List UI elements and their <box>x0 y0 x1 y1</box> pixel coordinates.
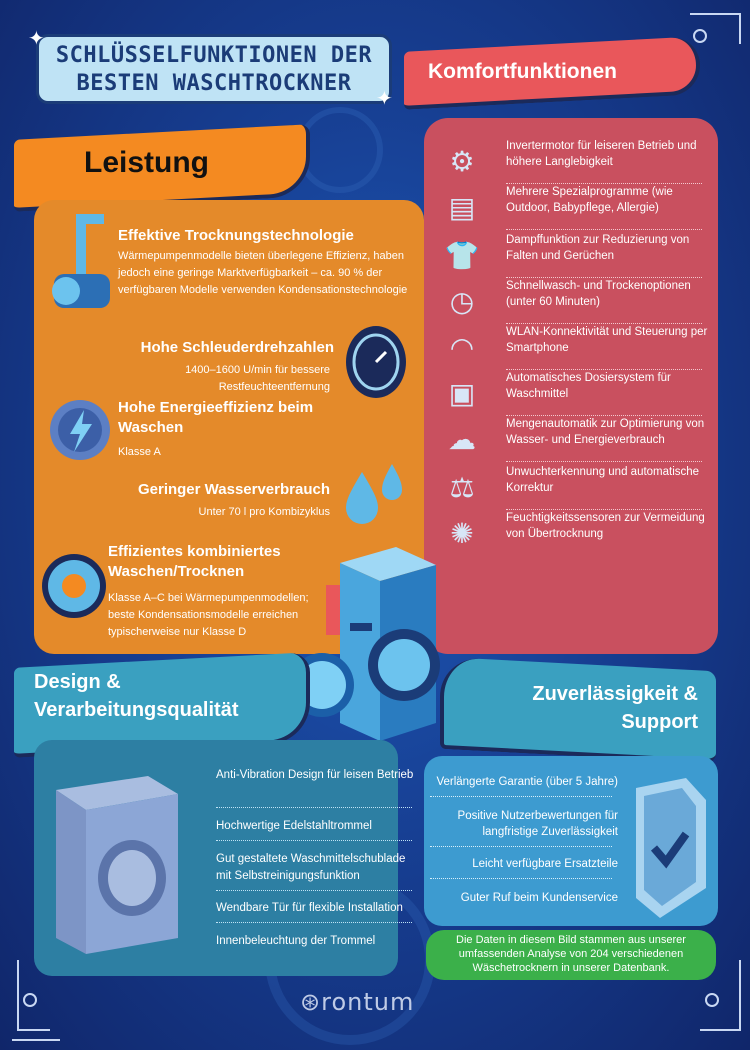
list-item: Innenbeleuchtung der Trommel <box>216 935 376 947</box>
gear-lightning-icon <box>44 390 116 470</box>
control-panel-icon: ▤ <box>448 191 476 224</box>
feature-title: Hohe Energieeffizienz beim Waschen <box>118 399 314 436</box>
feature-title: Hohe Schleuderdrehzahlen <box>140 339 334 356</box>
sparkle-icon: ✦ <box>28 26 45 50</box>
front-loader-illustration <box>48 770 184 960</box>
clock-icon: ◷ <box>449 285 475 318</box>
divider <box>216 840 412 841</box>
balance-scale-icon: ⚖ <box>449 471 475 504</box>
list-item-text: Invertermotor für leiseren Betrieb und höhere Langlebigkeit <box>506 140 697 168</box>
title-line-2: BESTEN WASCHTROCKNER <box>76 71 352 96</box>
list-item: Verlängerte Garantie (über 5 Jahre) <box>436 776 618 788</box>
list-item-text: Unwuchterkennung und automatische Korrektur <box>506 466 700 494</box>
divider <box>506 229 702 230</box>
brand-logo <box>300 988 460 1018</box>
divider <box>216 890 412 891</box>
list-item: Positive Nutzerbewertungen für langfristige Zuverlässigkeit <box>457 810 618 838</box>
divider <box>506 461 702 462</box>
list-item-text: Schnellwasch- und Trockenoptionen (unter 60 Minuten) <box>506 280 691 308</box>
design-header-line-2: Verarbeitungsqualität <box>34 699 239 722</box>
feature-desc: Klasse A <box>118 446 161 458</box>
list-item-text: Feuchtigkeitssensoren zur Vermeidung von Übertrocknung <box>506 512 705 540</box>
comfort-header-label: Komfortfunktionen <box>428 60 617 84</box>
list-item <box>424 370 718 416</box>
divider <box>216 922 412 923</box>
design-header-line-1: Design & <box>34 671 121 694</box>
feature-desc: Unter 70 l pro Kombizyklus <box>198 506 330 518</box>
data-source-note: Die Daten in diesem Bild stammen aus unserer umfassenden Analyse von 204 verschiedenen Wäschetrocknern in unserer Datenbank. <box>426 930 716 980</box>
divider <box>216 807 412 808</box>
washing-machine-illustration <box>286 545 450 745</box>
feature-title: Effizientes kombiniertes Waschen/Trocknen <box>108 543 281 580</box>
list-item <box>424 278 718 324</box>
performance-header-label: Leistung <box>84 146 209 180</box>
feature-title: Geringer Wasserverbrauch <box>137 481 330 498</box>
shirt-icon: 👕 <box>444 239 480 272</box>
logo-mark-icon: ⊛ <box>300 988 322 1016</box>
divider <box>430 846 612 847</box>
list-item: Guter Ruf beim Kundenservice <box>460 892 618 904</box>
wifi-icon: ◠ <box>449 331 475 364</box>
logo-text: rontum <box>321 988 415 1016</box>
list-item-text: Dampffunktion zur Reduzierung von Falten und Gerüchen <box>506 234 690 262</box>
motor-icon <box>46 214 118 324</box>
laundry-pile-icon: ☁ <box>448 423 476 456</box>
sensor-icon: ✺ <box>450 517 474 550</box>
feature-desc: Wärmepumpenmodelle bieten überlegene Effizienz, haben jedoch eine geringe Marktverfügbarkeit – ca. 90 % der verfügbaren Modelle verwenden Kondensationstechnologie <box>118 250 408 296</box>
list-item <box>424 464 718 510</box>
list-item <box>424 324 718 370</box>
support-header-line-1: Zuverlässigkeit & <box>532 683 698 706</box>
title-line-1: SCHLÜSSELFUNKTIONEN DER <box>55 43 373 68</box>
list-item: Leicht verfügbare Ersatzteile <box>472 858 618 870</box>
motor-icon: ⚙ <box>449 145 475 178</box>
list-item-text: Automatisches Dosiersystem für Waschmittel <box>506 372 671 400</box>
divider <box>430 796 612 797</box>
page-title <box>36 34 392 104</box>
list-item: Hochwertige Edelstahltrommel <box>216 820 372 832</box>
list-item-text: WLAN-Konnektivität und Steuerung per Smartphone <box>506 326 708 354</box>
feature-desc: 1400–1600 U/min für bessere Restfeuchteentfernung <box>185 364 330 393</box>
feature-title: Effektive Trocknungstechnologie <box>118 227 354 244</box>
shield-check-icon <box>624 778 712 920</box>
comfort-panel <box>424 118 718 654</box>
detergent-icon: ▣ <box>448 377 476 410</box>
speedometer-icon <box>342 324 408 400</box>
support-header <box>440 657 716 763</box>
list-item-text: Mengenautomatik zur Optimierung von Wasser- und Energieverbrauch <box>506 418 705 446</box>
support-header-line-2: Support <box>621 711 698 734</box>
list-item <box>424 416 718 462</box>
list-item: Wendbare Tür für flexible Installation <box>216 902 403 914</box>
list-item <box>424 138 718 184</box>
list-item <box>424 232 718 278</box>
feature-desc: Klasse A–C bei Wärmepumpenmodellen; beste Kondensationsmodelle erreichen typischerweise nur Klasse D <box>108 592 309 638</box>
list-item-text: Mehrere Spezialprogramme (wie Outdoor, Babypflege, Allergie) <box>506 186 673 214</box>
divider <box>430 878 612 879</box>
list-item <box>424 184 718 230</box>
list-item: Anti-Vibration Design für leisen Betrieb <box>216 769 414 781</box>
drum-icon <box>40 546 110 626</box>
list-item: Gut gestaltete Waschmittelschublade mit Selbstreinigungsfunktion <box>216 853 406 882</box>
water-drops-icon <box>340 458 410 528</box>
list-item <box>424 510 718 556</box>
sparkle-icon: ✦ <box>376 86 393 110</box>
